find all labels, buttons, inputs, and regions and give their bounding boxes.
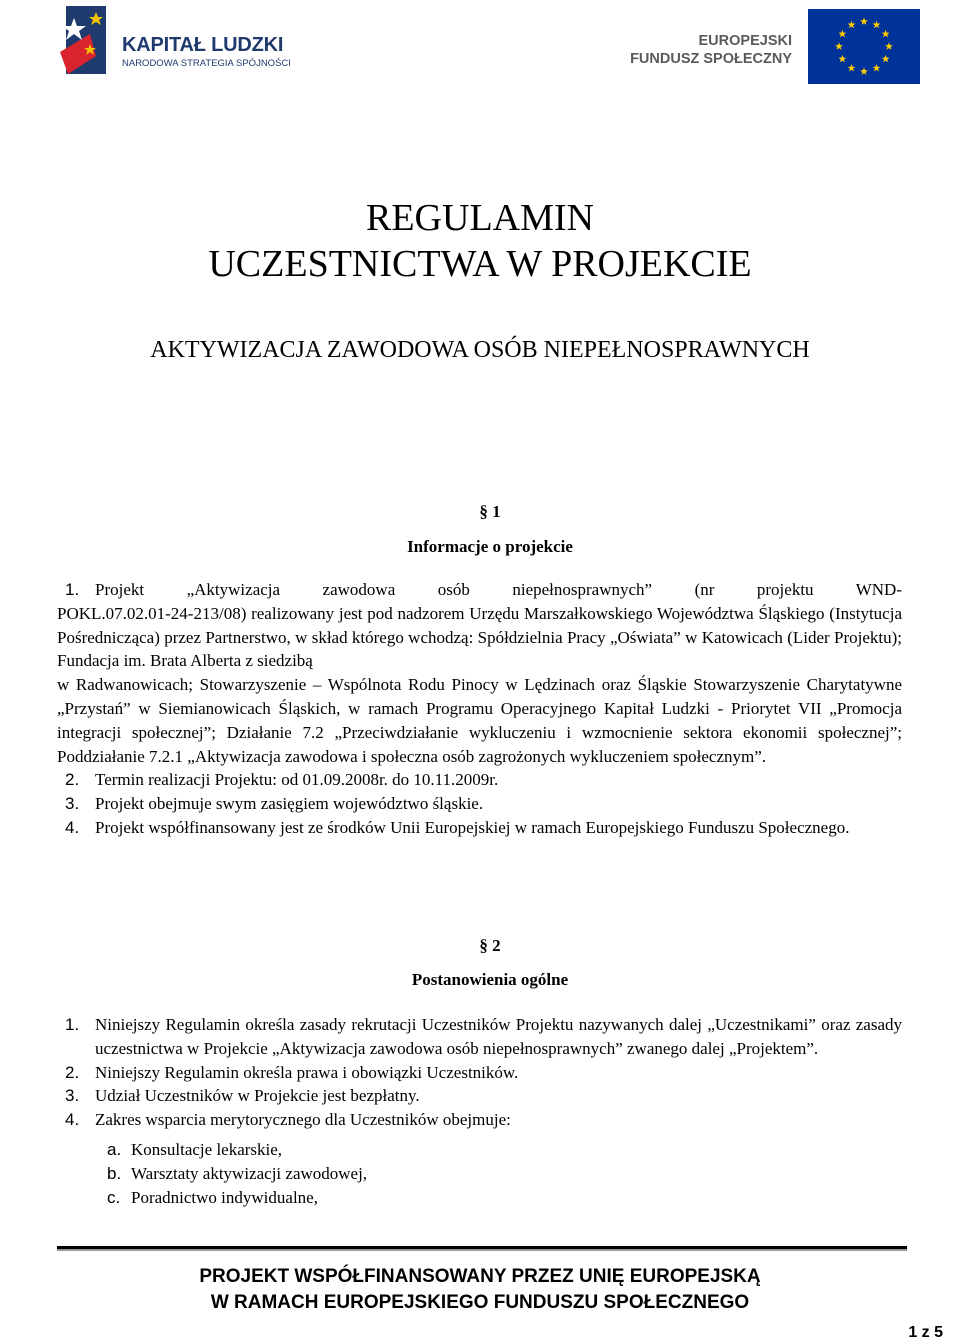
section-2-list	[57, 1013, 902, 1209]
item-text: Udział Uczestników w Projekcie jest bezpłatny.	[95, 1086, 420, 1106]
list-item	[57, 1061, 902, 1085]
efs-line2: FUNDUSZ SPOŁECZNY	[630, 51, 792, 67]
sub-list-item	[107, 1162, 902, 1186]
footer-line1: PROJEKT WSPÓŁFINANSOWANY PRZEZ UNIĘ EUROPEJSKĄ	[199, 1266, 761, 1287]
item-text: Termin realizacji Projektu: od 01.09.2008r. do 10.11.2009r.	[95, 770, 499, 790]
footer-divider	[57, 1246, 907, 1249]
section-1-mark: § 1	[479, 502, 501, 521]
page-header	[0, 0, 960, 90]
item-number: 4.	[65, 817, 80, 837]
item-number: 2.	[65, 1062, 80, 1082]
sub-item-text: Warsztaty aktywizacji zawodowej,	[131, 1163, 368, 1183]
item-text: Niniejszy Regulamin określa prawa i obowiązki Uczestników.	[95, 1062, 519, 1082]
sub-item-letter: c.	[107, 1187, 121, 1207]
efs-logo-text	[630, 32, 792, 68]
list-item	[57, 816, 902, 840]
sub-list-item	[107, 1138, 902, 1162]
item-number: 3.	[65, 794, 80, 814]
item-text-line: Projekt „Aktywizacja zawodowa osób niepełnosprawnych” (nr projektu WND-	[95, 580, 902, 599]
document-title-line1: REGULAMIN	[366, 197, 594, 239]
document-title-line2: UCZESTNICTWA W PROJEKCIE	[208, 243, 752, 285]
sub-item-text: Konsultacje lekarskie,	[131, 1139, 283, 1159]
item-text-paragraph: w Radwanowicach; Stowarzyszenie – Wspólnota Rodu Pinocy w Lędzinach oraz Śląskie Stowarzyszenie Charytatywne „Przystań” w Siemianowicach Śląskich, w ramach Programu Operacyjnego Kapitał Ludzki - Priorytet VII „Promocja integracji społecznej”; Działanie 7.2 „Przeciwdziałanie wykluczeniu i wzmocnienie sektora ekonomii społecznej”; Poddziałanie 7.2.1 „Aktywizacja zawodowa i społeczna osób zagrożonych wykluczeniem społecznym”.	[57, 675, 902, 766]
section-1-list	[57, 578, 902, 840]
item-text: Zakres wsparcia merytorycznego dla Uczestników obejmuje:	[95, 1110, 511, 1130]
footer-line2: W RAMACH EUROPEJSKIEGO FUNDUSZU SPOŁECZNEGO	[210, 1292, 750, 1313]
item-number: 3.	[65, 1086, 80, 1106]
sub-list-item	[107, 1186, 902, 1210]
list-item	[57, 1108, 902, 1209]
list-item	[57, 578, 902, 768]
page-number: 1 z 5	[908, 1324, 943, 1341]
list-item	[57, 768, 902, 792]
section-2-heading: Postanowienia ogólne	[411, 970, 569, 989]
project-name-heading: AKTYWIZACJA ZAWODOWA OSÓB NIEPEŁNOSPRAWNYCH	[150, 337, 810, 363]
item-text: Projekt obejmuje swym zasięgiem województwo śląskie.	[95, 794, 484, 814]
sub-item-letter: b.	[107, 1163, 122, 1183]
kapital-ludzki-title: KAPITAŁ LUDZKI	[122, 34, 284, 56]
list-item	[57, 1084, 902, 1108]
sub-list	[95, 1138, 902, 1209]
item-number: 1.	[65, 580, 80, 599]
item-text: Niniejszy Regulamin określa zasady rekrutacji Uczestników Projektu nazywanych dalej „Uczestnikami” oraz zasady uczestnictwa w Projekcie „Aktywizacja zawodowa osób niepełnosprawnych” zwanego dalej „Projektem”.	[95, 1015, 902, 1058]
section-2-mark: § 2	[479, 936, 501, 955]
item-number: 2.	[65, 770, 80, 790]
item-number: 4.	[65, 1110, 80, 1130]
kapital-ludzki-emblem-icon	[60, 4, 110, 82]
efs-line1: EUROPEJSKI	[698, 33, 792, 49]
list-item	[57, 792, 902, 816]
kapital-ludzki-subtitle: NARODOWA STRATEGIA SPÓJNOŚCI	[122, 58, 291, 69]
list-item	[57, 1013, 902, 1061]
sub-item-text: Poradnictwo indywidualne,	[131, 1187, 318, 1207]
sub-item-letter: a.	[107, 1139, 122, 1159]
item-text-paragraph: POKL.07.02.01-24-213/08) realizowany jest pod nadzorem Urzędu Marszałkowskiego Województwa Śląskiego (Instytucja Pośrednicząca) przez Partnerstwo, w skład którego wchodzą: Spółdzielnia Pracy „Oświata” w Katowicach (Lider Projektu); Fundacja im. Brata Alberta z siedzibą	[57, 603, 902, 671]
section-1-heading: Informacje o projekcie	[407, 537, 573, 556]
eu-flag-icon	[808, 9, 920, 84]
kapital-ludzki-logo	[60, 4, 320, 84]
item-text: Projekt współfinansowany jest ze środków Unii Europejskiej w ramach Europejskiego Funduszu Społecznego.	[95, 817, 850, 837]
item-number: 1.	[65, 1015, 80, 1034]
